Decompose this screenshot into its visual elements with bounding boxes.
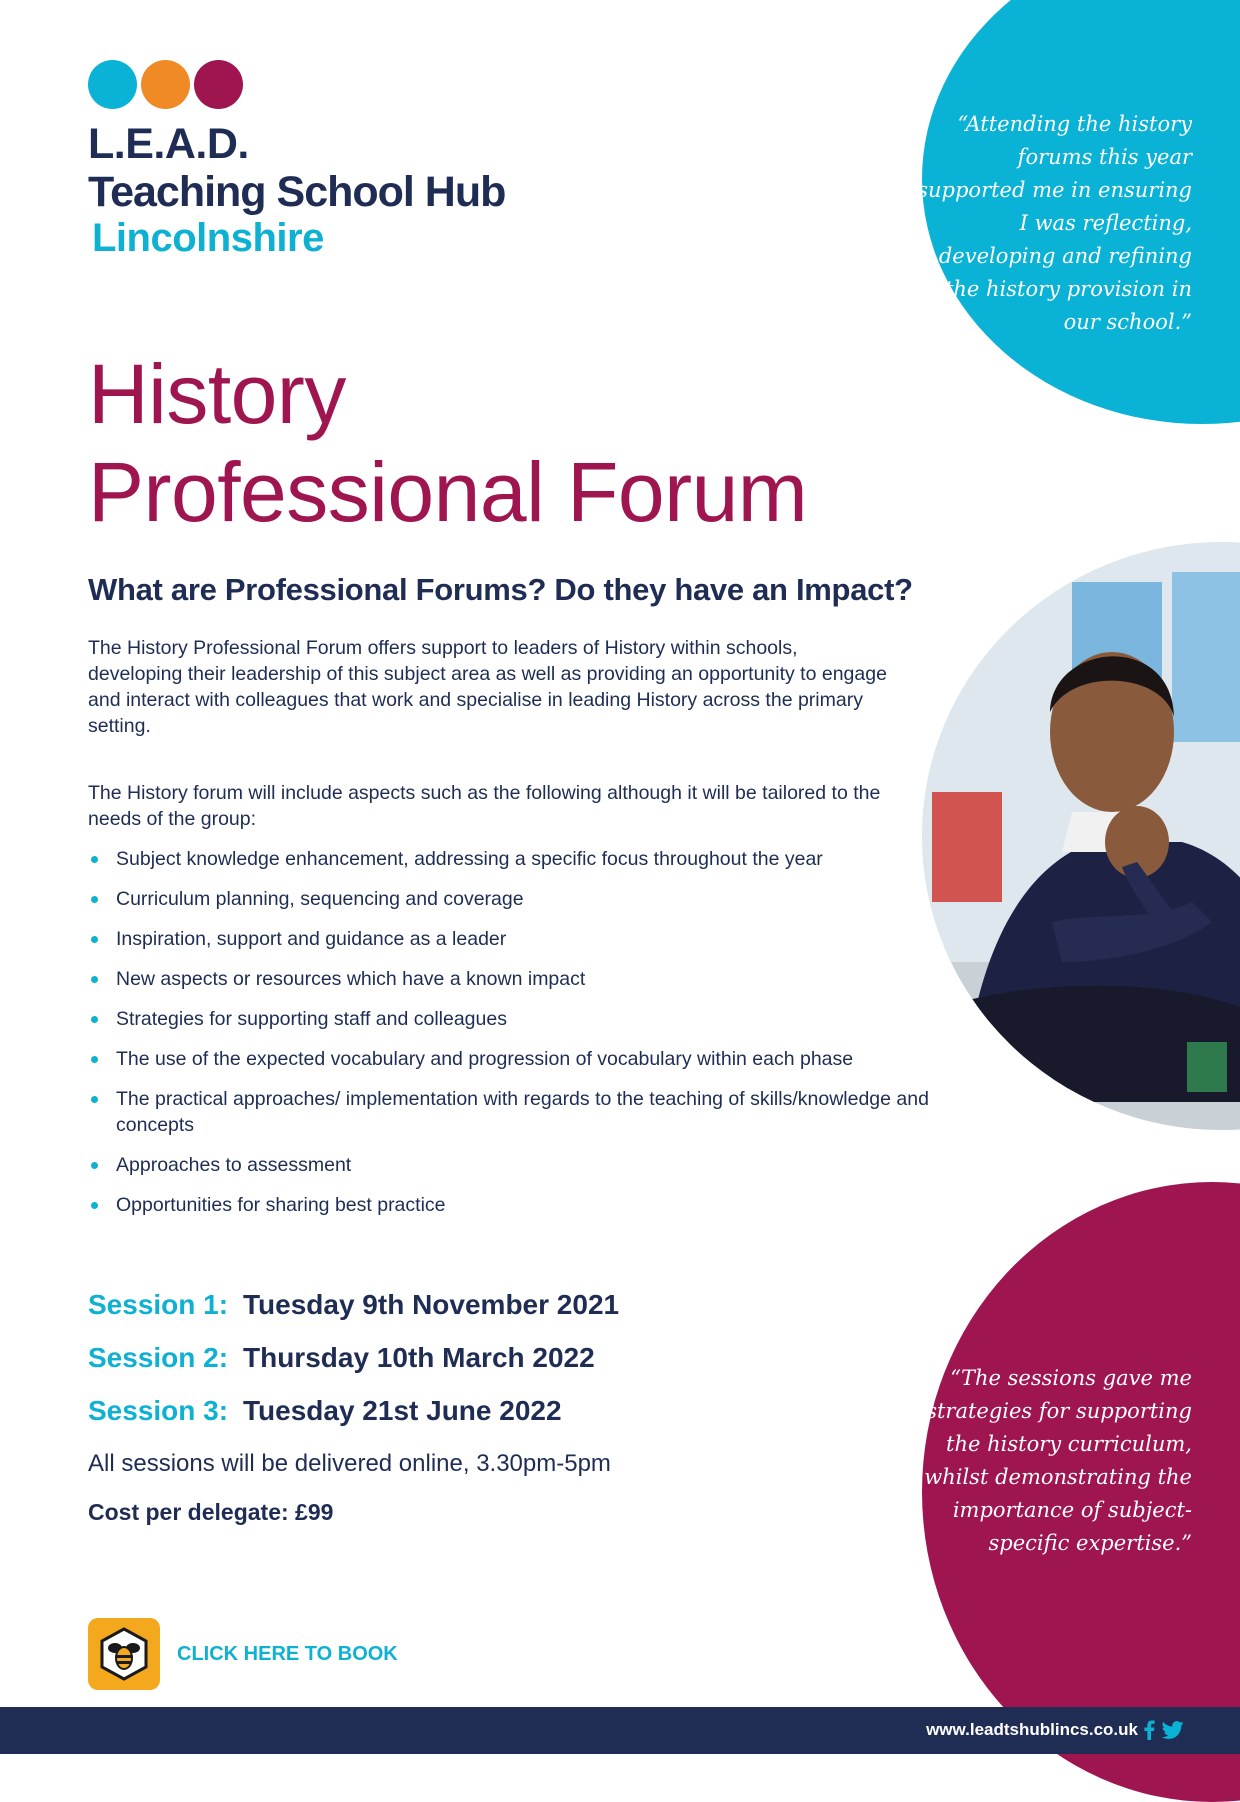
bullet-icon [91, 1056, 98, 1063]
intro-paragraph: The History Professional Forum offers support to leaders of History within schools, developing their leadership of this subject area as well as providing an opportunity to engage and interact with colleagues that work and specialise in leading History across the primary setting. [88, 637, 887, 737]
logo-text-lead: L.E.A.D. [88, 120, 249, 168]
list-item: Opportunities for sharing best practice [88, 1192, 988, 1218]
session-3 [88, 1391, 562, 1431]
list-item: Inspiration, support and guidance as a leader [88, 926, 988, 952]
session-1 [88, 1285, 619, 1325]
footer-social-icons [1142, 1720, 1184, 1740]
bullet-icon [91, 896, 98, 903]
bullet-icon [91, 856, 98, 863]
list-item: Curriculum planning, sequencing and coverage [88, 886, 988, 912]
cost-info: Cost per delegate: £99 [88, 1499, 334, 1525]
page-title [88, 345, 807, 541]
delivery-info: All sessions will be delivered online, 3.30pm-5pm [88, 1450, 611, 1477]
list-item: Subject knowledge enhancement, addressing a specific focus throughout the year [88, 846, 988, 872]
footer-website-link[interactable]: www.leadtshublincs.co.uk [926, 1720, 1138, 1739]
logo-text-hub: Teaching School Hub [88, 168, 506, 216]
bee-badge-icon[interactable] [88, 1618, 160, 1690]
logo-dots [88, 60, 243, 109]
session-date: Tuesday 9th November 2021 [243, 1289, 620, 1320]
logo-dot-cyan [88, 60, 137, 109]
aspects-list [88, 846, 988, 1232]
section-heading: What are Professional Forums? Do they have an Impact? [88, 572, 913, 607]
session-date: Tuesday 21st June 2022 [243, 1395, 562, 1426]
logo-dot-magenta [194, 60, 243, 109]
list-item: Strategies for supporting staff and colleagues [88, 1006, 988, 1032]
session-label: Session 2: [88, 1342, 229, 1373]
list-item: New aspects or resources which have a known impact [88, 966, 988, 992]
session-2 [88, 1338, 595, 1378]
list-item: The practical approaches/ implementation with regards to the teaching of skills/knowledge and concepts [88, 1086, 988, 1138]
top-testimonial-quote: “Attending the history forums this year supported me in ensuring I was reflecting, developing and refining the history provision in our school.” [917, 112, 1192, 334]
page-title-line1: History [88, 347, 346, 441]
bullet-icon [91, 1162, 98, 1169]
bullet-icon [91, 936, 98, 943]
bee-icon [96, 1626, 152, 1682]
session-label: Session 1: [88, 1289, 229, 1320]
logo-dot-orange [141, 60, 190, 109]
facebook-icon[interactable] [1142, 1720, 1156, 1740]
list-item: Approaches to assessment [88, 1152, 988, 1178]
bullet-icon [91, 1096, 98, 1103]
list-item: The use of the expected vocabulary and progression of vocabulary within each phase [88, 1046, 988, 1072]
book-link[interactable]: CLICK HERE TO BOOK [177, 1643, 398, 1665]
logo-text-region: Lincolnshire [92, 216, 324, 260]
bullet-icon [91, 1202, 98, 1209]
bullet-icon [91, 1016, 98, 1023]
aspects-paragraph: The History forum will include aspects such as the following although it will be tailored to the needs of the group: [88, 782, 881, 830]
session-date: Thursday 10th March 2022 [243, 1342, 595, 1373]
bottom-testimonial-quote: “The sessions gave me strategies for supporting the history curriculum, whilst demonstrating the importance of subject-specific expertise.” [924, 1366, 1192, 1555]
bullet-icon [91, 976, 98, 983]
twitter-icon[interactable] [1162, 1721, 1184, 1739]
session-label: Session 3: [88, 1395, 229, 1426]
page-title-line2: Professional Forum [88, 445, 808, 539]
